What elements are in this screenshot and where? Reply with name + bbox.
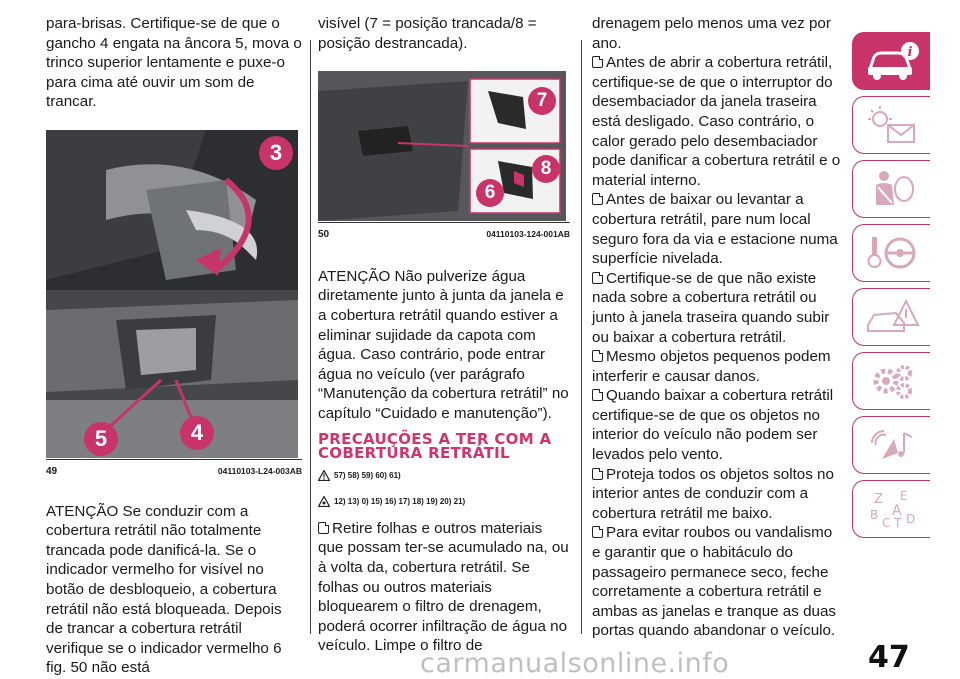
tab-starting-driving[interactable] <box>852 224 930 282</box>
note-paragraph <box>592 523 842 641</box>
note-text: Antes de baixar ou levantar a cobertura retrátil, pare num local seguro fora da via e estacione numa superfície nivelada. <box>592 191 838 268</box>
index-letter: E <box>899 489 908 503</box>
multimedia-icon <box>864 423 920 467</box>
tab-warning-lights[interactable] <box>852 96 930 154</box>
section-heading: PRECAUÇÕES A TER COM A COBERTURA RETRÁTIL <box>318 429 552 462</box>
note-icon <box>592 193 603 205</box>
tab-maintenance[interactable] <box>852 352 930 410</box>
note-text: Retire folhas e outros materiais que possam ter-se acumulado na, ou à volta da, cobertura retrátil. Se folhas ou outros materiais bloquearem o filtro de drenagem, poderá ocorrer infiltração de água no veículo. Limpe o filtro de <box>318 519 569 655</box>
figure-49-drawing <box>46 130 298 458</box>
figure-code: 04110103-124-001AB <box>486 229 570 240</box>
warning-references-text: 57) 58) 59) 60) 61) <box>334 470 401 480</box>
note-references <box>318 492 570 512</box>
marker-5: 5 <box>84 422 118 456</box>
note-icon <box>318 522 329 534</box>
marker-6: 6 <box>476 179 504 207</box>
tab-multimedia[interactable] <box>852 416 930 474</box>
index-letters-icon <box>864 487 920 531</box>
warning-lights-icon <box>864 103 920 147</box>
index-letter: T <box>893 516 901 530</box>
note-paragraph <box>592 386 842 464</box>
page-number: 47 <box>868 640 910 675</box>
tab-safety[interactable] <box>852 160 930 218</box>
note-icon <box>592 56 603 68</box>
note-text: Antes de abrir a cobertura retrátil, certifique-se de que o interruptor do desembaciador da janela traseira está desligado. Caso contrário, o calor gerado pelo desembaciador pode danificar a cobertura retrátil e o material interno. <box>592 54 841 189</box>
note-icon <box>592 526 603 538</box>
marker-8: 8 <box>532 155 560 183</box>
figure-50-caption <box>318 222 570 245</box>
note-icon <box>592 468 603 480</box>
column-3 <box>592 14 842 641</box>
note-paragraph <box>592 190 842 268</box>
emergency-icon <box>864 295 920 339</box>
warning-triangle-icon <box>318 470 330 481</box>
svg-text:i: i <box>907 45 912 60</box>
maintenance-gears-icon <box>864 359 920 403</box>
tab-car-info[interactable] <box>852 32 930 90</box>
note-text: Proteja todos os objetos soltos no interior antes de conduzir com a cobertura retrátil me baixo. <box>592 465 834 522</box>
attention-triangle-icon <box>318 496 330 507</box>
note-paragraph <box>592 269 842 347</box>
chapter-tabs <box>852 32 930 544</box>
note-icon <box>592 272 603 284</box>
intro-text: visível (7 = posição trancada/8 = posição destrancada). <box>318 15 537 52</box>
intro-text: para-brisas. Certifique-se de que o gancho 4 engata na âncora 5, mova o trinco superior lentamente e puxe-o para cima até ouvir um som de trancar. <box>46 15 302 111</box>
warning-text: ATENÇÃO Não pulverize água diretamente junto à junta da janela e a cobertura retrátil quando estiver a eliminar sujidade da capota com água. Caso contrário, pode entrar água no veículo (ver parágrafo “Manutenção da cobertura retrátil” no capítulo “Cuidado e manutenção”). <box>318 267 569 422</box>
warning-references <box>318 466 570 486</box>
car-info-icon <box>864 39 920 83</box>
note-text: Para evitar roubos ou vandalismo e garantir que o habitáculo do passageiro permanece seco, feche corretamente a cobertura retrátil e ambas as janelas e tranque as duas portas quando abandonar o veículo. <box>592 524 837 640</box>
safety-airbag-icon <box>864 167 920 211</box>
tab-emergency[interactable] <box>852 288 930 346</box>
figure-code: 04110103-L24-003AB <box>217 465 302 476</box>
figure-number: 50 <box>318 229 330 241</box>
note-paragraph <box>592 53 842 190</box>
column-2 <box>318 14 570 656</box>
marker-7: 7 <box>528 87 556 115</box>
marker-4: 4 <box>180 416 214 450</box>
index-letter: C <box>881 516 890 530</box>
watermark: carmanualsonline.info <box>420 648 730 679</box>
warning-text: ATENÇÃO Se conduzir com a cobertura retrátil não totalmente trancada pode danificá-la. Se o indicador vermelho for visível no botão de desbloqueio, a cobertura retrátil não está bloqueada. Depois de trancar a cobertura retrátil verifique se o indicador vermelho 6 fig. 50 não está <box>46 502 282 677</box>
column-1 <box>46 14 302 678</box>
figure-49-caption <box>46 459 302 482</box>
note-text: Mesmo objetos pequenos podem interferir e causar danos. <box>592 348 831 385</box>
figure-49-image <box>46 130 298 458</box>
note-text: Certifique-se de que não existe nada sobre a cobertura retrátil ou junto à janela traseira quando subir ou baixar a cobertura retrátil. <box>592 269 830 346</box>
index-letter: B <box>869 508 878 522</box>
note-paragraph <box>592 465 842 524</box>
note-paragraph <box>318 519 570 656</box>
note-text: Quando baixar a cobertura retrátil certifique-se de que os objetos no interior do veículo não podem ser levados pelo vento. <box>592 387 834 464</box>
marker-3: 3 <box>259 136 293 170</box>
intro-text: drenagem pelo menos uma vez por ano. <box>592 15 831 52</box>
note-icon <box>592 350 603 362</box>
steering-key-icon <box>864 231 920 275</box>
figure-50-image <box>318 71 566 221</box>
note-paragraph <box>592 347 842 386</box>
figure-number: 49 <box>46 465 58 477</box>
note-references-text: 12) 13) 0) 15) 16) 17) 18) 19) 20) 21) <box>334 497 466 507</box>
tab-index[interactable] <box>852 480 930 538</box>
index-letter: Z <box>873 492 883 507</box>
note-icon <box>592 389 603 401</box>
index-letter: A <box>891 503 902 519</box>
index-letter: D <box>905 512 915 526</box>
